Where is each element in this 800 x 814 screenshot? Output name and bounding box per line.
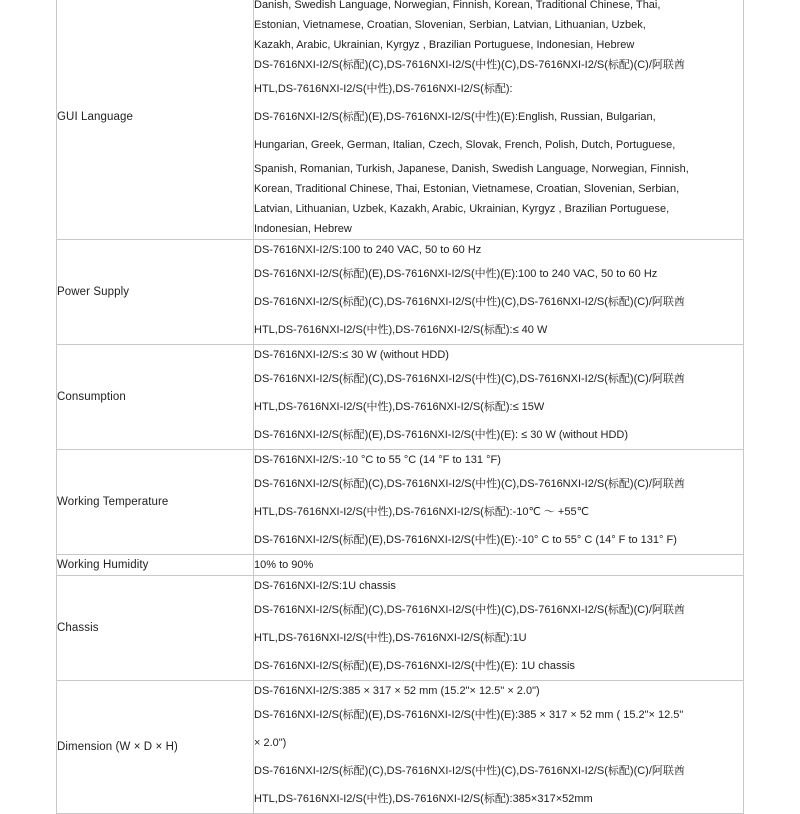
spec-value-line: DS-7616NXI-I2/S:≤ 30 W (without HDD) (254, 349, 449, 361)
spec-value-line: Indonesian, Hebrew (254, 223, 352, 235)
spec-row (57, 555, 744, 576)
spec-value-line: Hungarian, Greek, German, Italian, Czech, Slovak, French, Polish, Dutch, Portuguese, (254, 139, 676, 151)
spec-value-line: DS-7616NXI-I2/S(标配)(C),DS-7616NXI-I2/S(中性)(C),DS-7616NXI-I2/S(标配)(C)/阿联酋 (254, 373, 685, 385)
spec-value (254, 450, 744, 555)
spec-value-line: DS-7616NXI-I2/S(标配)(C),DS-7616NXI-I2/S(中性)(C),DS-7616NXI-I2/S(标配)(C)/阿联酋 (254, 59, 685, 71)
spec-value-line: HTL,DS-7616NXI-I2/S(中性),DS-7616NXI-I2/S(标配):-10℃ ～ +55℃ (254, 506, 589, 518)
spec-label: Dimension (W × D × H) (57, 681, 254, 814)
spec-value-line: DS-7616NXI-I2/S:1U chassis (254, 580, 396, 592)
spec-value (254, 555, 744, 576)
spec-value-line: DS-7616NXI-I2/S(标配)(C),DS-7616NXI-I2/S(中性)(C),DS-7616NXI-I2/S(标配)(C)/阿联酋 (254, 765, 685, 777)
spec-value-line: Korean, Traditional Chinese, Thai, Estonian, Vietnamese, Croatian, Slovenian, Serbian, (254, 183, 680, 195)
spec-value-line: Spanish, Romanian, Turkish, Japanese, Danish, Swedish Language, Norwegian, Finnish, (254, 163, 689, 175)
spec-row (57, 0, 744, 240)
spec-value-line: Estonian, Vietnamese, Croatian, Slovenian, Serbian, Latvian, Lithuanian, Uzbek, (254, 19, 646, 31)
spec-value-line: DS-7616NXI-I2/S(标配)(C),DS-7616NXI-I2/S(中性)(C),DS-7616NXI-I2/S(标配)(C)/阿联酋 (254, 604, 685, 616)
spec-value-line: DS-7616NXI-I2/S:100 to 240 VAC, 50 to 60 Hz (254, 244, 482, 256)
spec-table (56, 0, 744, 814)
spec-row (57, 576, 744, 681)
spec-value-line: DS-7616NXI-I2/S(标配)(C),DS-7616NXI-I2/S(中性)(C),DS-7616NXI-I2/S(标配)(C)/阿联酋 (254, 478, 685, 490)
spec-value-line: DS-7616NXI-I2/S(标配)(C),DS-7616NXI-I2/S(中性)(C),DS-7616NXI-I2/S(标配)(C)/阿联酋 (254, 296, 685, 308)
spec-value (254, 345, 744, 450)
spec-label: Consumption (57, 345, 254, 450)
spec-value-line: HTL,DS-7616NXI-I2/S(中性),DS-7616NXI-I2/S(标配):385×317×52mm (254, 793, 593, 805)
spec-label: Power Supply (57, 240, 254, 345)
spec-row (57, 345, 744, 450)
spec-value-line: DS-7616NXI-I2/S:-10 °C to 55 °C (14 °F to 131 °F) (254, 454, 501, 466)
spec-value-line: DS-7616NXI-I2/S(标配)(E),DS-7616NXI-I2/S(中性)(E):385 × 317 × 52 mm ( 15.2"× 12.5" (254, 709, 684, 721)
spec-value-line: Kazakh, Arabic, Ukrainian, Kyrgyz , Brazilian Portuguese, Indonesian, Hebrew (254, 39, 635, 51)
spec-value-line: DS-7616NXI-I2/S(标配)(E),DS-7616NXI-I2/S(中性)(E): 1U chassis (254, 660, 575, 672)
spec-value (254, 0, 744, 240)
spec-label: Chassis (57, 576, 254, 681)
spec-value-line: DS-7616NXI-I2/S:385 × 317 × 52 mm (15.2"× 12.5" × 2.0") (254, 685, 540, 697)
spec-row (57, 450, 744, 555)
spec-label: GUI Language (57, 0, 254, 240)
spec-value-line: × 2.0") (254, 737, 287, 749)
spec-value (254, 240, 744, 345)
spec-value-line: DS-7616NXI-I2/S(标配)(E),DS-7616NXI-I2/S(中性)(E):English, Russian, Bulgarian, (254, 111, 656, 123)
spec-value-line: HTL,DS-7616NXI-I2/S(中性),DS-7616NXI-I2/S(标配): (254, 83, 513, 95)
spec-row (57, 240, 744, 345)
spec-value-line: HTL,DS-7616NXI-I2/S(中性),DS-7616NXI-I2/S(标配):≤ 15W (254, 401, 545, 413)
spec-value-line: DS-7616NXI-I2/S(标配)(E),DS-7616NXI-I2/S(中性)(E):100 to 240 VAC, 50 to 60 Hz (254, 268, 658, 280)
spec-table-body (57, 0, 744, 814)
spec-value-line: HTL,DS-7616NXI-I2/S(中性),DS-7616NXI-I2/S(标配):≤ 40 W (254, 324, 548, 336)
spec-value-line: 10% to 90% (254, 559, 314, 571)
spec-label: Working Humidity (57, 555, 254, 576)
spec-value-line: HTL,DS-7616NXI-I2/S(中性),DS-7616NXI-I2/S(标配):1U (254, 632, 527, 644)
spec-label: Working Temperature (57, 450, 254, 555)
spec-value-line: Danish, Swedish Language, Norwegian, Finnish, Korean, Traditional Chinese, Thai, (254, 0, 661, 11)
spec-value-line: DS-7616NXI-I2/S(标配)(E),DS-7616NXI-I2/S(中性)(E): ≤ 30 W (without HDD) (254, 429, 628, 441)
spec-value (254, 576, 744, 681)
spec-row (57, 681, 744, 814)
spec-value-line: Latvian, Lithuanian, Uzbek, Kazakh, Arabic, Ukrainian, Kyrgyz , Brazilian Portuguese, (254, 203, 670, 215)
spec-value (254, 681, 744, 814)
spec-value-line: DS-7616NXI-I2/S(标配)(E),DS-7616NXI-I2/S(中性)(E):-10° C to 55° C (14° F to 131° F) (254, 534, 677, 546)
